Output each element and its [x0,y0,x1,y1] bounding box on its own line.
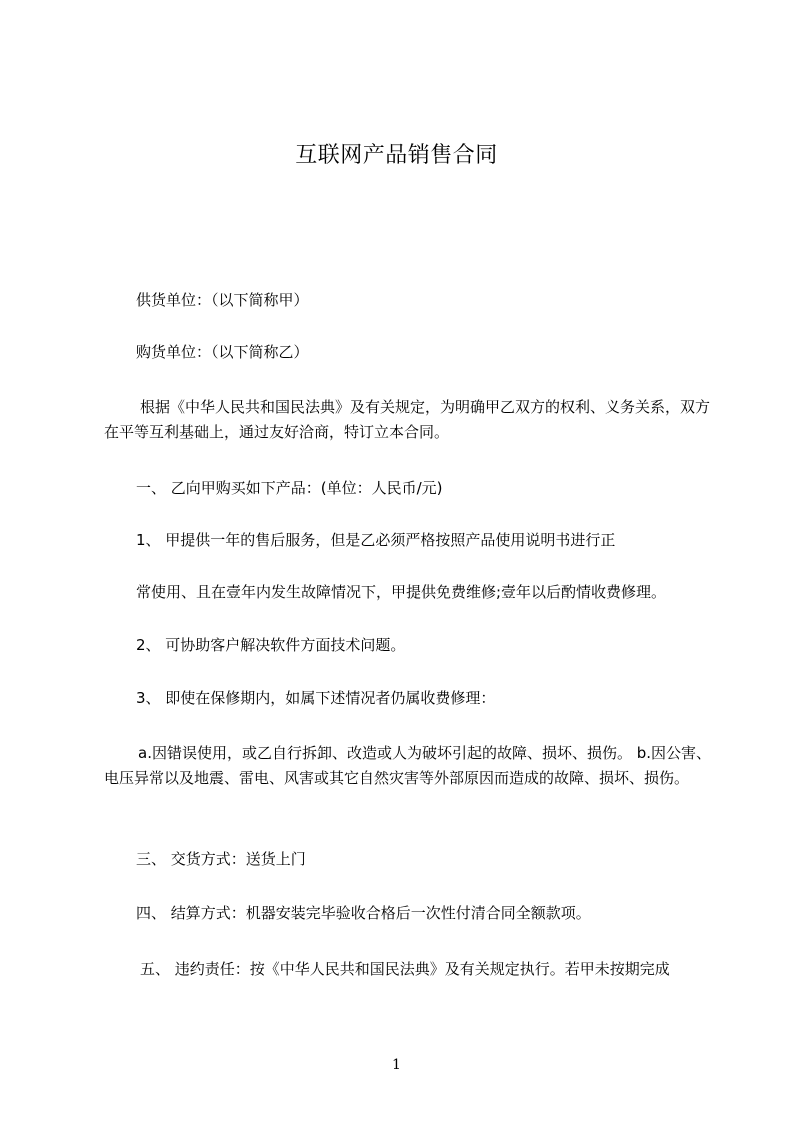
clause-4-settlement: 四、 结算方式：机器安装完毕验收合格后一次性付清合同全额款项。 [136,904,591,922]
clause-1-item-3: 3、 即使在保修期内，如属下述情况者仍属收费修理： [136,689,496,707]
clause-1-item-2: 2、 可协助客户解决软件方面技术问题。 [136,636,406,654]
clause-3-delivery: 三、 交货方式：送货上门 [136,850,306,868]
preamble-paragraph: 根据《中华人民共和国民法典》及有关规定，为明确甲乙双方的权利、义务关系，双方在平等互利基础上，通过友好洽商，特订立本合同。 [104,398,711,441]
page-number: 1 [392,1057,401,1073]
clause-1-item-1-continued: 常使用、且在壹年内发生故障情况下，甲提供免费维修;壹年以后酌情收费修理。 [136,583,667,601]
buyer-line: 购货单位：（以下简称乙） [136,343,309,361]
clause-1-item-1: 1、 甲提供一年的售后服务，但是乙必须严格按照产品使用说明书进行正 [136,531,616,549]
clause-5-liability: 五、 违约责任：按《中华人民共和国民法典》及有关规定执行。若甲未按期完成 [140,960,670,978]
supplier-line: 供货单位：（以下简称甲） [136,291,309,309]
document-title: 互联网产品销售合同 [295,143,498,168]
clause-1-exceptions: a.因错误使用，或乙自行拆卸、改造或人为破坏引起的故障、损坏、损伤。 b.因公害、电压异常以及地震、雷电、风害或其它自然灾害等外部原因而造成的故障、损坏、损伤。 [104,744,712,787]
clause-1-heading: 一、 乙向甲购买如下产品：(单位：人民币/元) [136,479,443,497]
